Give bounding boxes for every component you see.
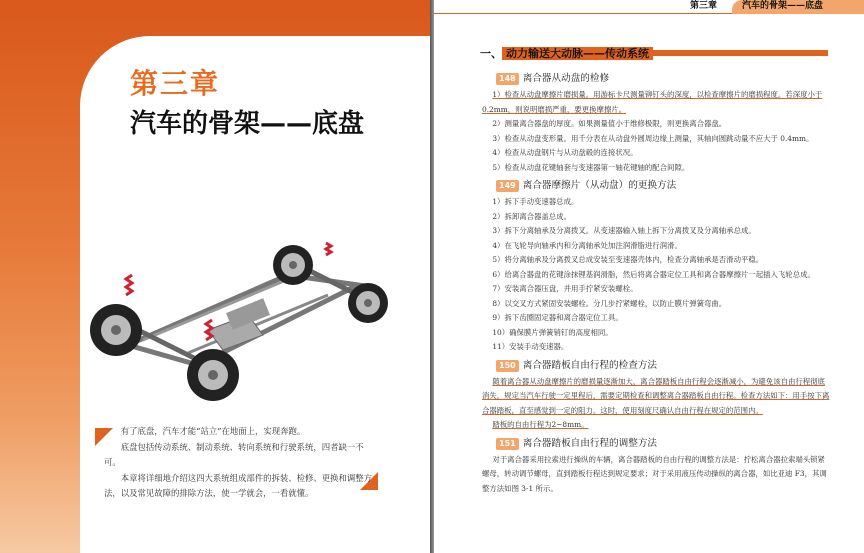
- intro-paragraph: 本章将详细地介绍这四大系统组成部件的拆装、检修、更换和调整方法，以及常见故障的排除方法，使一学就会，一看就懂。: [104, 472, 373, 498]
- list-item: 9）拆下齿圈固定器和离合器定位工具。: [492, 313, 623, 322]
- list-item: 1）拆下手动变速器总成。: [492, 197, 579, 206]
- paragraph: 随着离合器从动盘摩擦片的磨损量逐渐加大，离合器踏板自由行程会逐渐减小，为避免该自由行程彻底消失，规定当汽车行驶一定里程后，需要定期检查和调整离合器踏板自由行程。检查方法如下：用手按下离合器踏板，直至感觉到一定的阻力。这时，使用刻度尺确认自由行程在规定的范围内。: [482, 376, 830, 415]
- subsection-heading: [496, 177, 832, 195]
- subsection-title: 离合器从动盘的检修: [522, 73, 610, 84]
- paragraph: 踏板的自由行程为2~8mm。: [492, 420, 589, 429]
- page-content: [482, 68, 832, 496]
- chapter-title: 汽车的骨架——底盘: [130, 109, 365, 139]
- list-item: 4）在飞轮导向轴承内和分离轴承处加注润滑脂进行润滑。: [492, 240, 682, 250]
- list-item: 7）安装离合器压盘，并用手拧紧安装螺栓。: [492, 284, 638, 293]
- subsection-title: 离合器踏板自由行程的检查方法: [522, 359, 658, 371]
- list-item: 3）检查从动盘变形量。用千分表在从动盘外圆周边缘上测量，其轴向圆跳动量不应大于 0.4mm。: [492, 133, 814, 143]
- subsection-heading: [496, 357, 832, 375]
- list-item: 5）检查从动盘花键轴套与变速器第一轴花键轴的配合间隙。: [492, 162, 690, 172]
- list-item: 3）拆下分离轴承及分离拨叉。从变速器输入轴上拆下分离拨叉及分离轴承总成。: [492, 226, 756, 235]
- chassis-illustration: [88, 225, 388, 405]
- intro-paragraph: 底盘包括传动系统、制动系统、转向系统和行驶系统，四者缺一不可。: [104, 441, 364, 467]
- subsection-number: 150: [496, 360, 519, 372]
- list-item: 8）以交叉方式紧固安装螺栓。分几步拧紧螺栓，以防止膜片弹簧弯曲。: [492, 298, 727, 308]
- list-item: 4）检查从动盘钢片与从动盘毂的连接状况。: [492, 148, 638, 157]
- intro-paragraph: 有了底盘，汽车才能“站立”在地面上，实现奔跑。: [120, 426, 306, 436]
- header-chapter: 第三章: [690, 1, 718, 11]
- list-item: 5）将分离轴承及分离拨叉总成安装至变速器壳体内，检查分离轴承是否滑动平稳。: [492, 255, 764, 264]
- subsection-number: 151: [496, 438, 519, 450]
- header-title: 汽车的骨架——底盘: [742, 1, 824, 11]
- section-title-text: 动力输送大动脉——传动系统: [502, 47, 653, 60]
- paragraph: 对于离合器采用拉索进行操纵的车辆，离合器踏板的自由行程的调整方法是：拧松离合器拉索端头锁紧螺母，转动调节螺母，直到踏板行程达到规定要求；对于采用液压传动操纵的离合器，如比亚迪 F3，其调整方法如图 3-1 所示。: [482, 454, 827, 493]
- section-title: [480, 45, 653, 61]
- right-page: [434, 0, 864, 553]
- subsection-number: 149: [496, 180, 519, 192]
- subsection-title: 离合器摩擦片（从动盘）的更换方法: [522, 180, 677, 191]
- section-prefix: 一、: [480, 47, 502, 60]
- list-item: 10）确保膜片弹簧销钉的高度相同。: [492, 327, 613, 337]
- list-item: 2）拆卸离合器盖总成。: [492, 211, 571, 221]
- subsection-heading: [496, 70, 832, 88]
- subsection-heading: [496, 435, 832, 453]
- list-item: 2）测量离合器盘的厚度。如果测量值小于维修极限，则更换离合器盘。: [492, 119, 727, 128]
- list-item: 6）给离合器盘的花键涂抹锂基润滑脂，然后将离合器定位工具和离合器摩擦片一起插入飞轮总成。: [492, 269, 815, 279]
- list-item: 1）检查从动盘摩擦片磨损量。用游标卡尺测量铆钉头的深度，以检查摩擦片的磨损程度。若深度小于 0.2mm，则说明磨损严重，要更换摩擦片。: [482, 90, 823, 114]
- chapter-intro: [104, 424, 374, 502]
- subsection-number: 148: [496, 73, 519, 85]
- chapter-label: 第三章: [130, 67, 221, 100]
- subsection-title: 离合器踏板自由行程的调整方法: [522, 437, 658, 449]
- list-item: 11）安装手动变速器。: [492, 342, 569, 351]
